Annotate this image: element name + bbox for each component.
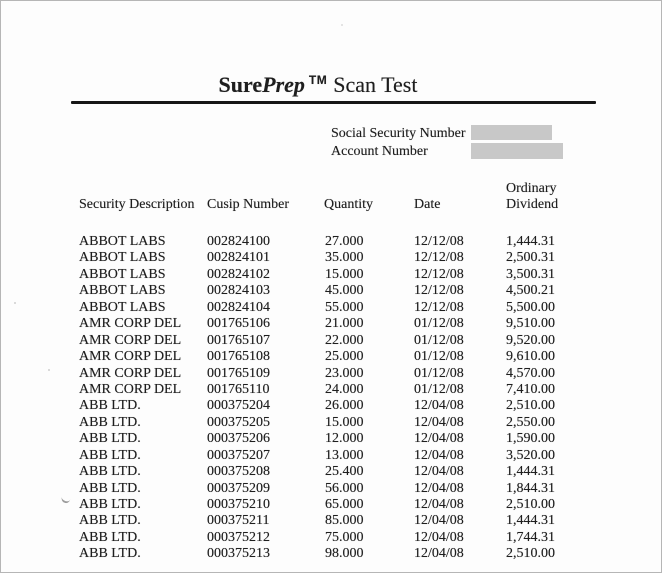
ordinary-dividend-cell: 4,500.21 [506,283,555,299]
table-row [1,481,661,497]
header-dividend: Dividend [506,197,559,212]
date-cell: 01/12/08 [414,365,464,381]
quantity-cell: 23.000 [325,365,364,381]
security-description-cell: AMR CORP DEL [79,349,182,365]
cusip-number-cell: 000375213 [207,546,270,562]
table-row [1,530,661,546]
security-description-cell: ABBOT LABS [79,234,166,249]
ordinary-dividend-cell: 2,510.00 [506,546,555,562]
quantity-cell: 35.000 [325,250,364,266]
header-quantity: Quantity [324,197,373,212]
quantity-cell: 15.000 [325,414,364,430]
table-row [1,267,661,283]
date-cell: 12/04/08 [414,464,464,480]
date-cell: 12/04/08 [414,431,464,447]
date-cell: 12/04/08 [414,398,464,414]
quantity-cell: 15.000 [325,266,364,282]
cusip-number-cell: 000375204 [207,398,270,414]
ordinary-dividend-cell: 1,444.31 [506,234,555,249]
cusip-number-cell: 000375209 [207,480,270,496]
cusip-number-cell: 001765107 [207,332,270,348]
scan-speck [48,369,50,371]
title-scan-test-text: Scan Test [333,72,418,97]
ordinary-dividend-cell: 9,520.00 [506,332,555,348]
table-row [1,464,661,480]
security-description-cell: AMR CORP DEL [79,316,182,332]
header-cusip-number: Cusip Number [207,197,290,212]
cusip-number-cell: 000375208 [207,464,270,480]
ordinary-dividend-cell: 2,510.00 [506,497,555,512]
date-cell: 12/12/08 [414,283,464,299]
scan-speck [341,24,343,26]
quantity-cell: 25.400 [325,464,364,480]
cusip-number-cell: 002824101 [207,250,270,266]
table-row [1,513,661,529]
date-cell: 12/04/08 [414,546,464,562]
cusip-number-cell: 000375207 [207,447,270,463]
security-description-cell: ABB LTD. [79,398,141,414]
ordinary-dividend-cell: 7,410.00 [506,381,555,397]
table-row [1,448,661,464]
date-cell: 12/04/08 [414,447,464,463]
trademark-symbol: TM [308,73,328,87]
quantity-cell: 56.000 [325,480,364,496]
header-date: Date [414,197,441,212]
ordinary-dividend-cell: 1,444.31 [506,464,555,480]
ordinary-dividend-cell: 4,570.00 [506,365,555,381]
security-description-cell: ABB LTD. [79,447,141,463]
cusip-number-cell: 002824104 [207,299,270,315]
date-cell: 12/12/08 [414,266,464,282]
date-cell: 12/04/08 [414,480,464,496]
header-ordinary: Ordinary [506,181,557,196]
title-underline-rule [71,101,596,104]
table-row [1,250,661,266]
ordinary-dividend-cell: 5,500.00 [506,299,555,315]
ordinary-dividend-cell: 1,444.31 [506,513,555,529]
cusip-number-cell: 002824102 [207,266,270,282]
table-row [1,382,661,398]
date-cell: 12/04/08 [414,414,464,430]
cusip-number-cell: 001765109 [207,365,270,381]
ordinary-dividend-cell: 1,590.00 [506,431,555,447]
scan-speck [14,302,16,304]
date-cell: 01/12/08 [414,381,464,397]
security-description-cell: AMR CORP DEL [79,365,182,381]
table-row [1,398,661,414]
table-body [1,234,661,563]
account-number-redacted-box [471,143,563,159]
cusip-number-cell: 000375205 [207,414,270,430]
cusip-number-cell: 001765108 [207,349,270,365]
ssn-label: Social Security Number [331,126,466,141]
table-row [1,234,661,250]
quantity-cell: 75.000 [325,529,364,545]
security-description-cell: ABB LTD. [79,513,141,529]
document-title [0,65,648,100]
quantity-cell: 65.000 [325,497,364,512]
date-cell: 01/12/08 [414,316,464,332]
security-description-cell: ABB LTD. [79,546,141,562]
ordinary-dividend-cell: 1,744.31 [506,529,555,545]
security-description-cell: ABBOT LABS [79,266,166,282]
quantity-cell: 13.000 [325,447,364,463]
quantity-cell: 85.000 [325,513,364,529]
security-description-cell: ABB LTD. [79,464,141,480]
security-description-cell: ABB LTD. [79,529,141,545]
date-cell: 12/12/08 [414,250,464,266]
date-cell: 12/04/08 [414,513,464,529]
security-description-cell: ABB LTD. [79,431,141,447]
cusip-number-cell: 002824103 [207,283,270,299]
security-description-cell: ABB LTD. [79,414,141,430]
quantity-cell: 26.000 [325,398,364,414]
security-description-cell: AMR CORP DEL [79,381,182,397]
security-description-cell: ABBOT LABS [79,299,166,315]
table-row [1,349,661,365]
date-cell: 01/12/08 [414,332,464,348]
cusip-number-cell: 000375212 [207,529,270,545]
quantity-cell: 12.000 [325,431,364,447]
quantity-cell: 55.000 [325,299,364,315]
quantity-cell: 22.000 [325,332,364,348]
security-description-cell: ABBOT LABS [79,250,166,266]
ordinary-dividend-cell: 9,610.00 [506,349,555,365]
quantity-cell: 21.000 [325,316,364,332]
ordinary-dividend-cell: 2,550.00 [506,414,555,430]
table-row [1,300,661,316]
cusip-number-cell: 001765110 [207,381,270,397]
table-row [1,333,661,349]
ordinary-dividend-cell: 1,844.31 [506,480,555,496]
ssn-redacted-box [471,125,552,140]
ordinary-dividend-cell: 3,500.31 [506,266,555,282]
title-brand-sure: Sure [218,72,263,97]
cusip-number-cell: 000375211 [207,513,270,529]
table-row [1,316,661,332]
cusip-number-cell: 000375210 [207,497,270,512]
table-row [1,546,661,562]
title-brand-prep: Prep [262,72,305,97]
table-row [1,497,661,513]
quantity-cell: 27.000 [325,234,364,249]
account-number-label: Account Number [331,144,428,159]
ordinary-dividend-cell: 9,510.00 [506,316,555,332]
cusip-number-cell: 002824100 [207,234,270,249]
quantity-cell: 25.000 [325,349,364,365]
ordinary-dividend-cell: 2,510.00 [506,398,555,414]
quantity-cell: 24.000 [325,381,364,397]
date-cell: 01/12/08 [414,349,464,365]
cusip-number-cell: 000375206 [207,431,270,447]
date-cell: 12/12/08 [414,299,464,315]
header-security-description: Security Description [79,197,195,212]
date-cell: 12/12/08 [414,234,464,249]
security-description-cell: ABB LTD. [79,497,141,512]
security-description-cell: AMR CORP DEL [79,332,182,348]
quantity-cell: 45.000 [325,283,364,299]
table-row [1,283,661,299]
table-row [1,366,661,382]
quantity-cell: 98.000 [325,546,364,562]
date-cell: 12/04/08 [414,497,464,512]
table-row [1,415,661,431]
table-row [1,431,661,447]
ordinary-dividend-cell: 3,520.00 [506,447,555,463]
date-cell: 12/04/08 [414,529,464,545]
security-description-cell: ABB LTD. [79,480,141,496]
security-description-cell: ABBOT LABS [79,283,166,299]
ordinary-dividend-cell: 2,500.31 [506,250,555,266]
cusip-number-cell: 001765106 [207,316,270,332]
